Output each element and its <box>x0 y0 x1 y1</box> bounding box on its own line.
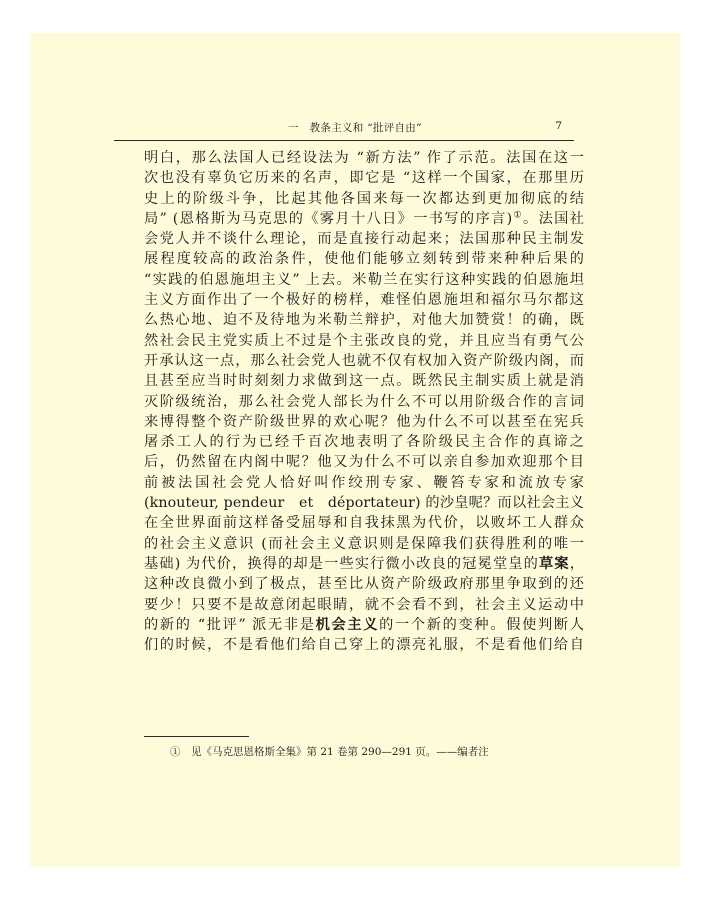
text-line <box>144 615 584 635</box>
text-line: 然社会民主党实质上不过是个主张改良的党，并且应当有勇气公 <box>144 332 584 349</box>
text-line: 要少！只要不是故意闭起眼睛，就不会看不到，社会主义运动中 <box>144 596 584 613</box>
text-line: 么热心地、迫不及待地为米勒兰辩护，对他大加赞赏！的确，既 <box>144 312 584 329</box>
text-segment: 局” (恩格斯为马克思的《雾月十八日》一书写的序言) <box>144 210 513 227</box>
text-line: 屠杀工人的行为已经千百次地表明了各阶级民主合作的真谛之 <box>144 434 584 451</box>
page-number: 7 <box>555 120 562 132</box>
text-segment: 基础) 为代价，换得的却是一些实行微小改良的冠冕堂皇的 <box>144 555 540 572</box>
text-segment: ， <box>569 555 585 572</box>
body-text <box>144 148 584 655</box>
text-line: 们的时候，不是看他们给自己穿上的漂亮礼服，不是看他们给自 <box>144 637 584 654</box>
text-line: 次也没有辜负它历来的名声，即它是 “这样一个国家，在那里历 <box>144 170 584 187</box>
running-header <box>114 118 574 141</box>
footnote-marker[interactable]: ① <box>512 210 524 221</box>
text-line: 且甚至应当时时刻刻力求做到这一点。既然民主制实质上就是消 <box>144 373 584 390</box>
text-line: 的社会主义意识 (而社会主义意识则是保障我们获得胜利的唯一 <box>144 535 584 552</box>
text-line: 展程度较高的政治条件，使他们能够立刻转到带来种种后果的 <box>144 251 584 268</box>
text-line: 会党人并不谈什么理论，而是直接行动起来；法国那种民主制发 <box>144 231 584 248</box>
text-line: “实践的伯恩施坦主义” 上去。米勒兰在实行这种实践的伯恩施坦 <box>144 271 584 288</box>
text-line: 灭阶级统治，那么社会党人部长为什么不可以用阶级合作的言词 <box>144 393 584 410</box>
footnote: ① 见《马克思恩格斯全集》第 21 卷第 290—291 页。——编者注 <box>170 746 489 758</box>
footnote-divider <box>144 736 249 737</box>
text-line: 主义方面作出了一个极好的榜样，难怪伯恩施坦和福尔马尔都这 <box>144 292 584 309</box>
text-line: 明白，那么法国人已经设法为 “新方法” 作了示范。法国在这一 <box>144 150 584 166</box>
chapter-title: 一 教条主义和 “批评自由” <box>288 122 422 134</box>
text-line: 来博得整个资产阶级世界的欢心呢？他为什么不可以甚至在宪兵 <box>144 413 584 430</box>
text-segment: 。法国社 <box>523 210 585 227</box>
bold-term: 机会主义 <box>315 616 380 633</box>
text-line <box>144 554 584 574</box>
text-line: 后，仍然留在内阁中呢？他又为什么不可以亲自参加欢迎那个目 <box>144 454 584 471</box>
text-line: (knouteur, pendeur et déportateur) 的沙皇呢？而以社会主义 <box>144 495 584 512</box>
text-line: 在全世界面前这样备受屈辱和自我抹黑为代价，以败坏工人群众 <box>144 515 584 532</box>
text-segment: 的一个新的变种。假使判断人 <box>379 616 584 633</box>
text-line: 这种改良微小到了极点，甚至比从资产阶级政府那里争取到的还 <box>144 576 584 593</box>
text-segment: 的新的 “批评” 派无非是 <box>144 616 316 633</box>
bold-term: 草案 <box>539 555 570 572</box>
text-line: 开承认这一点，那么社会党人也就不仅有权加入资产阶级内阁，而 <box>144 352 584 369</box>
text-line: 前被法国社会党人恰好叫作绞刑专家、鞭笞专家和流放专家 <box>144 474 584 491</box>
text-line: 史上的阶级斗争，比起其他各国来每一次都达到更加彻底的结 <box>144 190 584 207</box>
text-line <box>144 209 584 229</box>
